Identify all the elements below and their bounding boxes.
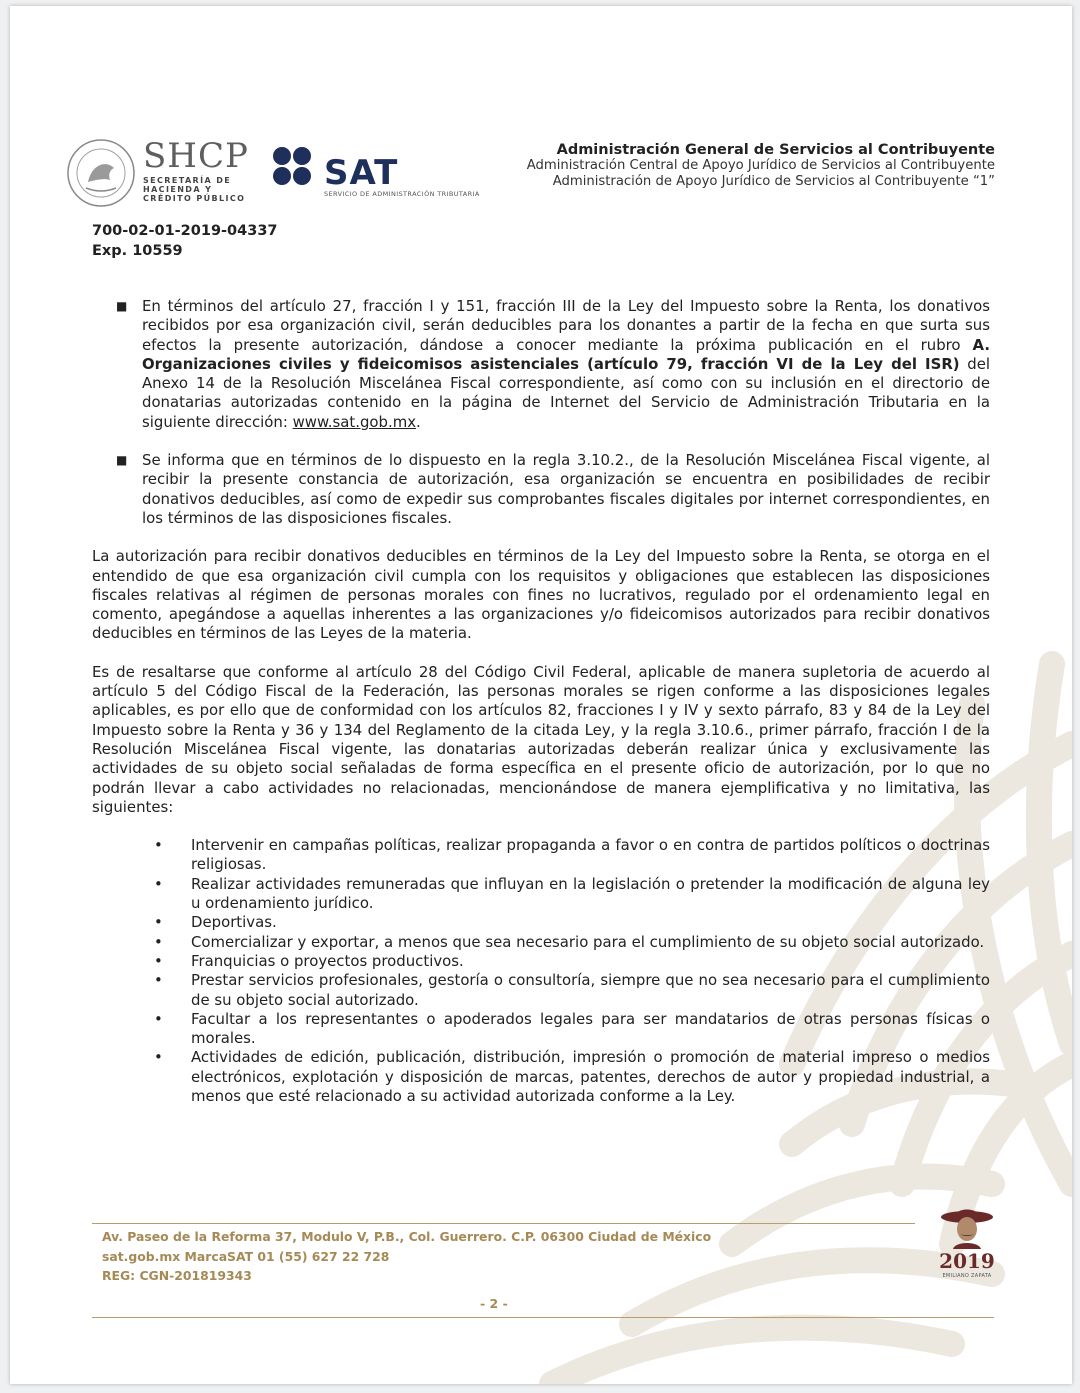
bullet-icon: ■ bbox=[116, 453, 128, 468]
mexico-seal-icon bbox=[66, 134, 136, 212]
footer-contact: sat.gob.mx MarcaSAT 01 (55) 627 22 728 bbox=[102, 1248, 390, 1264]
footer-info bbox=[102, 1227, 711, 1286]
footer-reg: REG: CGN-201819343 bbox=[102, 1268, 252, 1283]
bullet-icon: • bbox=[154, 1009, 163, 1028]
sat-logo-icon bbox=[272, 146, 322, 198]
sat-logo-text: SAT bbox=[324, 153, 399, 193]
notice-item: ■ En términos del artículo 27, fracción I y 151, fracción III de la Ley del Impuesto sobre la Renta, los donativos recibidos por esa organización civil, serán deducibles para los donantes a partir de la fecha en que surta sus efectos la presente autorización, dándose a conocer mediante la próxima publicación en el rubro A. Organizaciones civiles y fideicomisos asistenciales (artículo 79, fracción VI de la Ley del ISR) del Anexo 14 de la Resolución Miscelánea Fiscal correspondiente, así como con su inclusión en el directorio de donatarias autorizadas contenido en la página de Internet del Servicio de Administración Tributaria en la siguiente dirección: www.sat.gob.mx. bbox=[116, 297, 990, 431]
list-item: • Realizar actividades remuneradas que influyan en la legislación o pretender la modificación de alguna ley u ordenamiento jurídico. bbox=[154, 874, 990, 913]
document-body bbox=[92, 297, 990, 1106]
list-item: • Franquicias o proyectos productivos. bbox=[154, 951, 464, 970]
bullet-icon: • bbox=[154, 913, 163, 932]
notice-item: ■ Se informa que en términos de lo dispuesto en la regla 3.10.2., de la Resolución Miscelánea Fiscal vigente, al recibir la presente constancia de autorización, esa organización se encuentra en posibilidades de recibir donativos deducibles, así como de expedir sus comprobantes fiscales digitales por internet correspondientes, en los términos de las disposiciones fiscales. bbox=[116, 451, 990, 527]
zapata-2019-emblem bbox=[935, 1203, 999, 1287]
reference-number: 700-02-01-2019-04337 bbox=[92, 223, 278, 239]
footer-address: Av. Paseo de la Reforma 37, Modulo V, P.B., Col. Guerrero. C.P. 06300 Ciudad de México bbox=[102, 1229, 712, 1244]
bottom-divider bbox=[92, 1317, 994, 1318]
reference-block bbox=[92, 221, 278, 261]
emblem-caption: EMILIANO ZAPATA bbox=[942, 1273, 992, 1279]
notice-list bbox=[92, 297, 990, 528]
list-item: • Deportivas. bbox=[154, 913, 277, 932]
sat-website-link[interactable]: www.sat.gob.mx bbox=[292, 412, 417, 431]
sat-subtitle: SERVICIO DE ADMINISTRACIÓN TRIBUTARIA bbox=[324, 190, 480, 198]
office-line-1: Administración General de Servicios al Contribuyente bbox=[556, 142, 995, 158]
bullet-icon: • bbox=[154, 1048, 163, 1067]
office-line-3: Administración de Apoyo Jurídico de Servicios al Contribuyente “1” bbox=[552, 174, 995, 189]
list-item: • Intervenir en campañas políticas, realizar propaganda a favor o en contra de partidos políticos o doctrinas religiosas. bbox=[154, 836, 990, 874]
rubric-bold: A. Organizaciones civiles y fideicomisos asistenciales (artículo 79, fracción VI de la Ley del ISR) bbox=[142, 335, 990, 373]
list-item: • Facultar a los representantes o apoderados legales para ser mandatarios de otras personas físicas o morales. bbox=[154, 1009, 990, 1048]
list-item: • Actividades de edición, publicación, distribución, impresión o promoción de material impreso o medios electrónicos, explotación y disposición de marcas, patentes, derechos de autor y propiedad industrial, a menos que esté relacionado a su actividad autorizada conforme a la Ley. bbox=[154, 1048, 990, 1105]
zapata-portrait-icon bbox=[935, 1203, 999, 1249]
bullet-icon: ■ bbox=[116, 299, 128, 313]
bullet-icon: • bbox=[154, 932, 163, 951]
paragraph: Es de resaltarse que conforme al artículo 28 del Código Civil Federal, aplicable de manera supletoria de acuerdo al artículo 5 del Código Fiscal de la Federación, las personas morales se rigen conforme a las disposiciones legales aplicables, es por ello que de conformidad con los artículos 82, fracciones I y IV y sexto párrafo, 83 y 84 de la Ley del Impuesto sobre la Renta y 36 y 134 del Reglamento de la citada Ley, y la regla 3.10.6., primer párrafo, fracción I de la Resolución Miscelánea Fiscal vigente, las donatarias autorizadas deberán realizar única y exclusivamente las actividades de su objeto social señaladas de forma específica en el presente oficio de autorización, por lo que no podrán llevar a cabo actividades no relacionadas, mencionándose de manera ejemplificativa y no limitativa, las siguientes: bbox=[92, 662, 990, 816]
list-item: • Prestar servicios profesionales, gestoría o consultoría, siempre que no sea necesario para el cumplimiento de su objeto social autorizado. bbox=[154, 971, 990, 1009]
document-page bbox=[10, 6, 1072, 1384]
bullet-icon: • bbox=[154, 836, 163, 855]
bullet-icon: • bbox=[154, 971, 163, 990]
activities-list bbox=[92, 836, 990, 1106]
shcp-logo-text: SHCP bbox=[143, 136, 249, 176]
list-item: • Comercializar y exportar, a menos que sea necesario para el cumplimiento de su objeto social autorizado. bbox=[154, 932, 985, 951]
page-number: - 2 - bbox=[480, 1296, 508, 1311]
year-text: 2019 bbox=[939, 1249, 995, 1273]
bullet-icon: • bbox=[154, 951, 163, 970]
footer-divider bbox=[92, 1223, 915, 1224]
paragraph: La autorización para recibir donativos deducibles en términos de la Ley del Impuesto sobre la Renta, se otorga en el entendido de que esa organización civil cumpla con los requisitos y obligaciones que establecen las disposiciones fiscales relativas al régimen de personas morales con fines no lucrativos, regulado por el ordenamiento legal en comento, apegándose a aquellas inherentes a las organizaciones y/o fideicomisos autorizados para recibir donativos deducibles en términos de las Leyes de la materia. bbox=[92, 547, 990, 643]
office-line-2: Administración Central de Apoyo Jurídico de Servicios al Contribuyente bbox=[526, 158, 995, 173]
bullet-icon: • bbox=[154, 874, 163, 893]
expedient-number: Exp. 10559 bbox=[92, 243, 183, 259]
shcp-subtitle: SECRETARÍA DE HACIENDA Y CRÉDITO PÚBLICO bbox=[143, 176, 246, 203]
header-offices bbox=[527, 142, 995, 190]
